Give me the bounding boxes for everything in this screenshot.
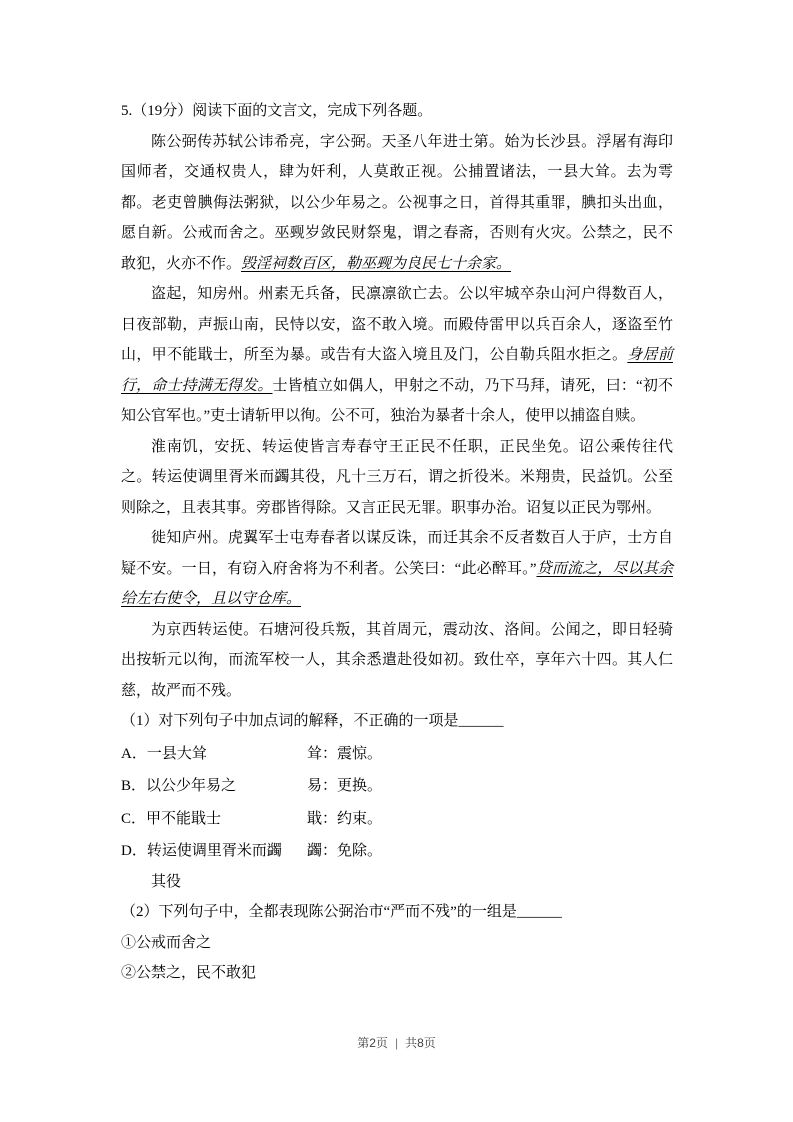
option-c	[121, 804, 673, 835]
option-phrase-group	[121, 739, 307, 770]
passage-paragraph	[121, 432, 673, 524]
sub-question-2-label: （2）	[121, 904, 159, 920]
option-line	[121, 804, 673, 835]
option-explanation: 蠲：免除。	[307, 843, 383, 859]
footer-total-pages: 共8页	[405, 1036, 436, 1050]
footer-current-page: 第2页	[357, 1036, 388, 1050]
option-phrase: 甲不能戢士	[146, 810, 222, 827]
passage-text: 为京西转运使。石塘河役兵叛，其首周元，震动汝、洛间。公闻之，即日轻骑出按斩元以徇，而流军校一人，其余悉遣赴役如初。致仕卒，享年六十四。其人仁慈，故严而不残。	[121, 621, 673, 699]
option-phrase-group	[121, 771, 307, 802]
option-label: B．	[121, 778, 147, 794]
options-list	[121, 739, 673, 898]
option-explanation: 戢：约束。	[307, 810, 383, 827]
option-phrase-group	[121, 804, 307, 835]
passage-text: 陈公弼传苏轼公讳希亮，字公弼。天圣八年进士第。始为长沙县。浮屠有海印国师者，交通权贵人，肆为奸利，人莫敢正视。公捕置诸法，一县大耸。去为雩都。老吏曾腆侮法粥狱，以公少年易之。公视事之日，首得其重罪，腆扣头出血，愿自新。公戒而舍之。巫觋岁敛民财祭鬼，谓之春斋，否则有火灾。公禁之，民不敢犯，火亦不作。	[121, 133, 673, 272]
sub-question-2-blank: ______	[516, 904, 562, 920]
sub-question-1-label: （1）	[121, 713, 159, 729]
question-block	[121, 96, 673, 989]
sub-question-2-text: 下列句子中，全都表现陈公弼治市“严而不残”的一组是	[158, 904, 517, 920]
passage-paragraph	[121, 523, 673, 615]
passage-text: 盗起，知房州。州素无兵备，民凛凛欲亡去。公以牢城卒杂山河户得数百人，日夜部勒，声振山南，民恃以安，盗不敢入境。而殿侍雷甲以兵百余人，逐盗至竹山，甲不能戢士，所至为暴。或告有大盗入境且及门，公自勒兵阻水拒之。	[121, 286, 673, 363]
option-line	[121, 771, 673, 802]
sub-question-1-text: 对下列句子中加点词的解释，不正确的一项是	[158, 713, 459, 729]
sub-question-2	[121, 897, 673, 928]
footer-divider: |	[394, 1036, 399, 1050]
option-explanation: 耸：震惊。	[307, 745, 383, 762]
numbered-item: ②公禁之，民不敢犯	[121, 965, 257, 981]
option-phrase-group	[121, 836, 307, 867]
option-label: A．	[121, 745, 147, 762]
underlined-sentence: 毁淫祠数百区，勒巫觋为良民七十余家。	[241, 255, 512, 272]
numbered-items	[121, 928, 673, 989]
option-explanation: 易：更换。	[307, 778, 383, 794]
option-label: D．	[121, 843, 147, 859]
option-phrase: 一县大耸	[146, 745, 207, 762]
option-b	[121, 771, 673, 802]
underlined-sentence: 身居前行，命士持满无得发。	[121, 347, 673, 394]
passage-text: 淮南饥，安抚、转运使皆言寿春守王正民不任职，正民坐免。诏公乘传往代之。转运使调里胥米而蠲其役，凡十三万石，谓之折役米。米翔贵，民益饥。公至则除之，且表其事。旁郡皆得除。又言正民无罪。职事办治。诏复以正民为鄂州。	[121, 438, 673, 516]
sub-question-1	[121, 706, 673, 737]
passage-text: 徙知庐州。虎翼军士屯寿春者以谋反诛，而迁其余不反者数百人于庐，士方自疑不安。一日，有窃入府舍将为不利者。公笑曰：“此必醉耳。”	[121, 530, 673, 577]
question-header: 5.（19分）阅读下面的文言文，完成下列各题。	[121, 103, 433, 119]
passage-text: 士皆植立如偶人，甲射之不动，乃下马拜，请死，曰：“初不知公官军也。”吏士请斩甲以徇。公不可，独治为暴者十余人，使甲以捕盗自赎。	[121, 377, 673, 424]
option-d	[121, 836, 673, 897]
underlined-sentence: 贷而流之，尽以其余给左右使令，且以守仓库。	[121, 560, 673, 607]
numbered-item: ①公戒而舍之	[121, 934, 212, 951]
passage-paragraph	[121, 615, 673, 707]
passage-paragraph	[121, 279, 673, 432]
option-line	[121, 836, 673, 867]
option-line	[121, 739, 673, 770]
option-phrase-wrap: 其役	[151, 873, 182, 890]
option-a	[121, 739, 673, 770]
option-phrase: 转运使调里胥米而蠲	[146, 843, 282, 859]
passage-paragraph	[121, 127, 673, 280]
option-label: C．	[121, 810, 147, 827]
page-footer	[0, 1034, 793, 1051]
option-phrase: 以公少年易之	[146, 778, 237, 794]
passage	[121, 127, 673, 707]
sub-question-1-blank: ______	[458, 713, 504, 729]
